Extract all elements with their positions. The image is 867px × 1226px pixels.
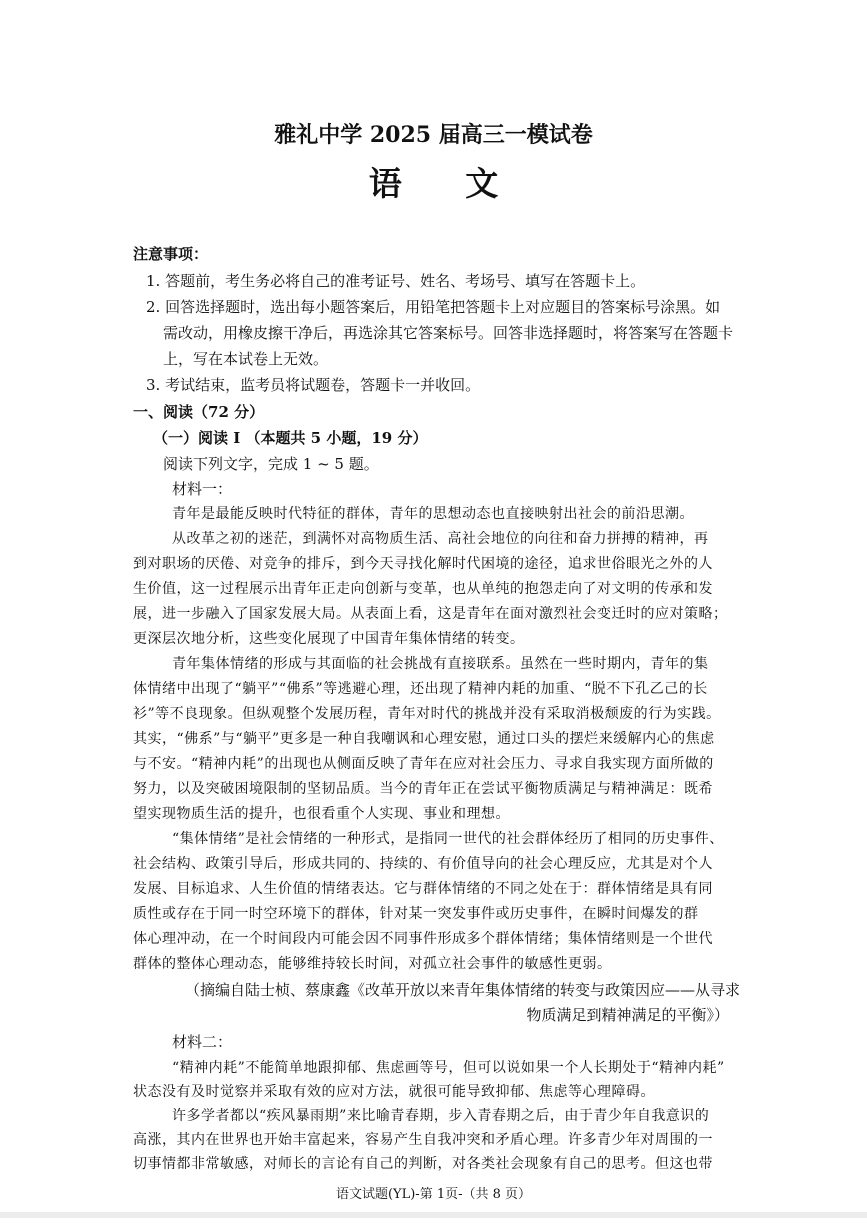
material1-line: 其实，“佛系”与“躺平”更多是一种自我嘲讽和心理安慰，通过口头的摆烂来缓解内心的焦虑 — [133, 731, 715, 747]
material1-line: 生价值，这一过程展示出青年正走向创新与变革，也从单纯的抱怨走向了对文明的传承和发 — [133, 581, 713, 597]
material1-line: 体心理冲动，在一个时间段内可能会因不同事件形成多个群体情绪；集体情绪则是一个世代 — [133, 931, 713, 947]
section-title: 一、阅读（72 分） — [133, 403, 265, 421]
material2-line: 状态没有及时觉察并采取有效的应对方法，就很可能导致抑郁、焦虑等心理障碍。 — [133, 1084, 655, 1100]
material2-line: 高涨，其内在世界也开始丰富起来，容易产生自我冲突和矛盾心理。许多青少年对周围的一 — [133, 1132, 713, 1148]
source-citation: （摘编自陆士桢、蔡康鑫《改革开放以来青年集体情绪的转变与政策因应——从寻求 — [185, 981, 741, 999]
material1-line: 发展、目标追求、人生价值的情绪表达。它与群体情绪的不同之处在于：群体情绪是具有同 — [133, 881, 713, 897]
material1-line: 质性或存在于同一时空环境下的群体，针对某一突发事件或历史事件，在瞬时间爆发的群 — [133, 906, 699, 922]
material1-line: 与不安。“精神内耗”的出现也从侧面反映了青年在应对社会压力、寻求自我实现方面所做的 — [133, 756, 714, 772]
material1-line: 到对职场的厌倦、对竞争的排斥，到今天寻找化解时代困境的途径，追求世俗眼光之外的人 — [133, 556, 713, 572]
instruction: 阅读下列文字，完成 1 ~ 5 题。 — [163, 455, 379, 473]
material2-line: 切事情都非常敏感，对师长的言论有自己的判断，对各类社会现象有自己的思考。但这也带 — [133, 1156, 713, 1172]
notice-line: 需改动，用橡皮擦干净后，再选涂其它答案标号。回答非选择题时，将答案写在答题卡 — [163, 324, 734, 342]
notice-line: 1. 答题前，考生务必将自己的准考证号、姓名、考场号、填写在答题卡上。 — [146, 272, 646, 290]
material1-line: 社会结构、政策引导后，形成共同的、持续的、有价值导向的社会心理反应，尤其是对个人 — [133, 856, 713, 872]
page-edge — [0, 1212, 867, 1218]
material1-line: 望实现物质生活的提升，也很看重个人实现、事业和理想。 — [133, 806, 510, 822]
material2-label: 材料二： — [172, 1033, 233, 1051]
material1-line: 体情绪中出现了“躺平”“佛系”等逃避心理，还出现了精神内耗的加重、“脱不下孔乙己的长 — [133, 681, 708, 697]
material1-line: 更深层次地分析，这些变化展现了中国青年集体情绪的转变。 — [133, 631, 525, 647]
notice-heading: 注意事项： — [133, 245, 209, 263]
material2-line: 许多学者都以“疾风暴雨期”来比喻青春期，步入青春期之后，由于青少年自我意识的 — [172, 1108, 710, 1124]
material1-line: 青年是最能反映时代特征的群体，青年的思想动态也直接映射出社会的前沿思潮。 — [172, 506, 694, 522]
page-footer: 语文试题(YL)-第 1页-（共 8 页） — [335, 1187, 532, 1202]
material2-line: “精神内耗”不能简单地跟抑郁、焦虑画等号，但可以说如果一个人长期处于“精神内耗” — [172, 1060, 725, 1076]
exam-title: 雅礼中学 2025 届高三一模试卷 — [274, 122, 593, 148]
material1-line: 努力，以及突破困境限制的坚韧品质。当今的青年正在尝试平衡物质满足与精神满足：既希 — [133, 781, 713, 797]
notice-line: 上，写在本试卷上无效。 — [163, 350, 329, 368]
section-subtitle: （一）阅读 I （本题共 5 小题，19 分） — [153, 429, 428, 447]
notice-line: 3. 考试结束，监考员将试题卷，答题卡一并收回。 — [146, 376, 481, 394]
material1-line: 衫”等不良现象。但纵观整个发展历程，青年对时代的挑战并没有采取消极颓废的行为实践。 — [133, 706, 721, 722]
subject-title: 语 文 — [368, 164, 525, 203]
material1-line: 从改革之初的迷茫，到满怀对高物质生活、高社会地位的向往和奋力拼搏的精神，再 — [172, 531, 709, 547]
material1-line: “集体情绪”是社会情绪的一种形式，是指同一世代的社会群体经历了相同的历史事件、 — [172, 831, 724, 847]
material1-line: 群体的整体心理动态，能够维持较长时间，对孤立社会事件的敏感性更弱。 — [133, 956, 612, 972]
notice-line: 2. 回答选择题时，选出每小题答案后，用铅笔把答题卡上对应题目的答案标号涂黑。如 — [146, 298, 721, 316]
material1-label: 材料一： — [172, 480, 233, 498]
source-citation: 物质满足到精神满足的平衡》） — [526, 1006, 729, 1024]
material1-line: 青年集体情绪的形成与其面临的社会挑战有直接联系。虽然在一些时期内，青年的集 — [172, 656, 709, 672]
material1-line: 展，进一步融入了国家发展大局。从表面上看，这是青年在面对激烈社会变迁时的应对策略； — [133, 606, 728, 622]
